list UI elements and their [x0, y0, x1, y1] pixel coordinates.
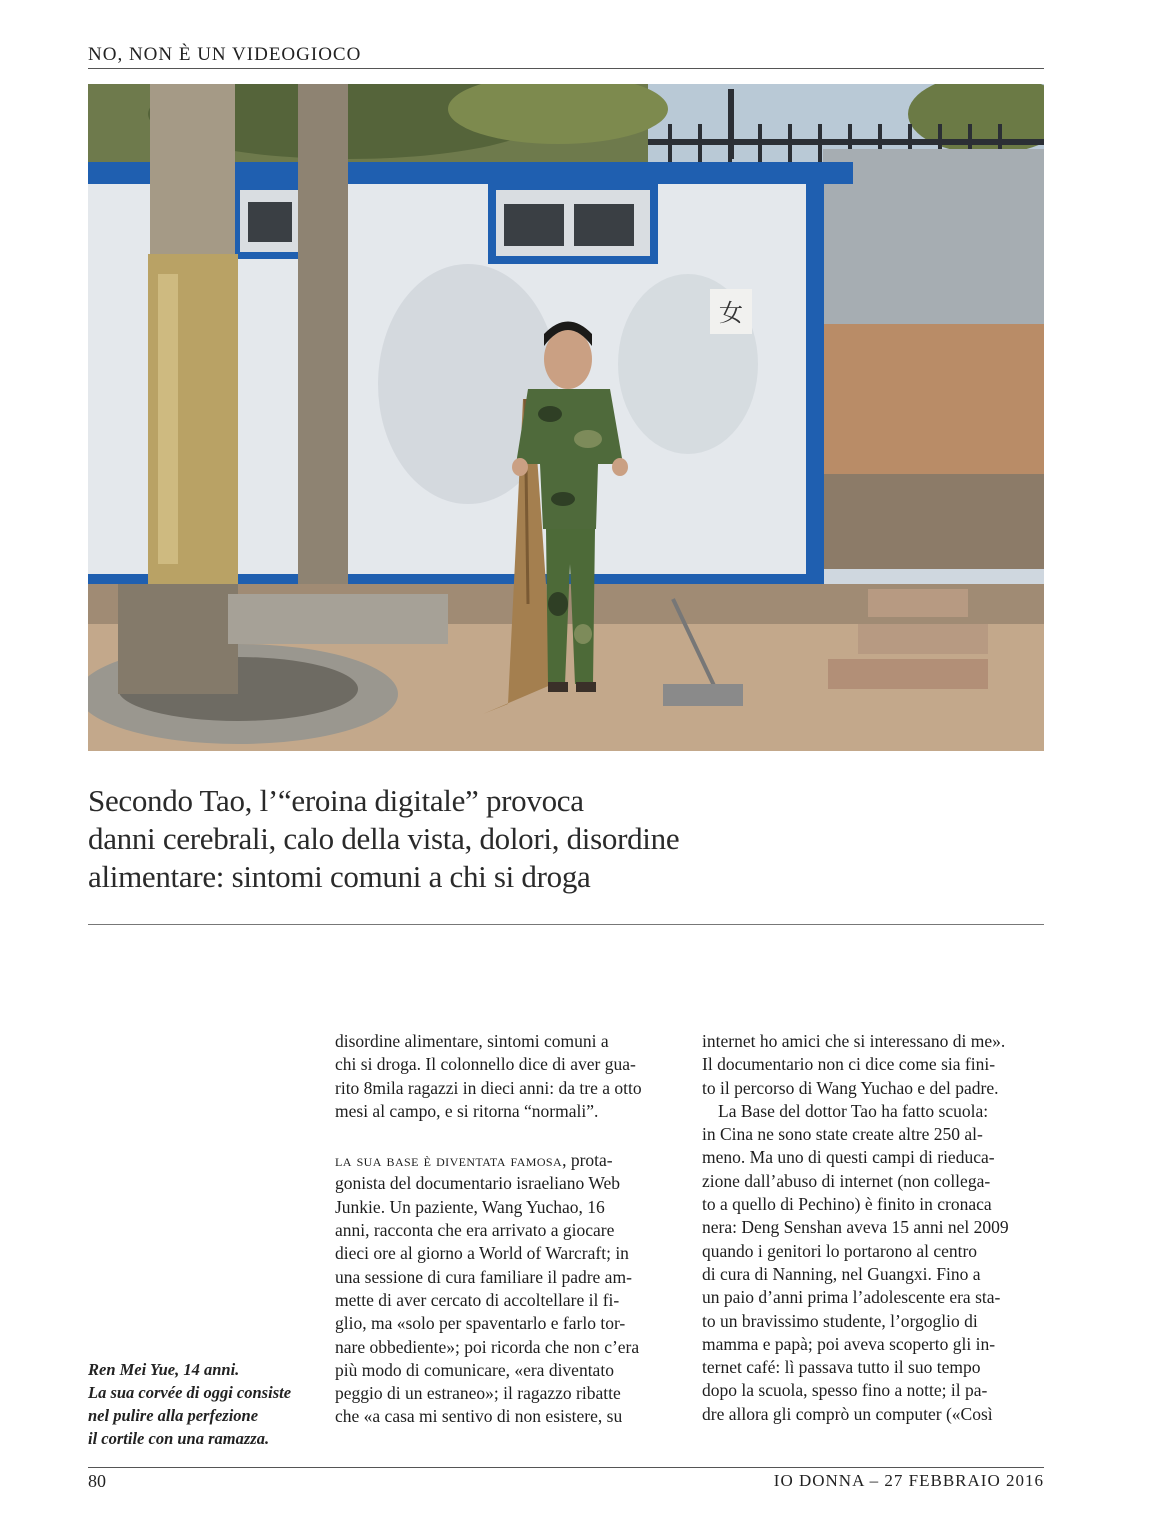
article-photo [88, 84, 1044, 751]
section-lead-in: la sua base è diventata famosa [335, 1150, 563, 1171]
body-line-lead [335, 1149, 677, 1172]
body-line: chi si droga. Il colonnello dice di aver gua- [335, 1054, 636, 1075]
body-line: un paio d’anni prima l’adolescente era sta- [702, 1287, 1001, 1308]
body-line: dopo la scuola, spesso fino a notte; il pa- [702, 1380, 988, 1401]
body-line: Junkie. Un paziente, Wang Yuchao, 16 [335, 1196, 605, 1217]
body-line: dieci ore al giorno a World of Warcraft; in [335, 1243, 629, 1264]
pull-quote-rule [88, 924, 1044, 925]
body-line: più modo di comunicare, «era diventato [335, 1359, 614, 1380]
caption-line: La sua corvée di oggi consiste [88, 1383, 292, 1402]
article-column-2 [702, 1030, 1044, 1426]
lead-rest: , prota- [562, 1150, 613, 1171]
body-line: in Cina ne sono state create altre 250 al- [702, 1124, 983, 1145]
body-line: mesi al campo, e si ritorna “normali”. [335, 1100, 599, 1121]
footer-rule [88, 1467, 1044, 1468]
caption-line: Ren Mei Yue, 14 anni. [88, 1360, 240, 1379]
article-column-1 [335, 1030, 677, 1429]
body-line: La Base del dottor Tao ha fatto scuola: [718, 1100, 989, 1121]
pull-quote-line: Secondo Tao, l’“eroina digitale” provoca [88, 783, 584, 818]
sign-character: 女 [719, 299, 743, 327]
body-line: che «a casa mi sentivo di non esistere, su [335, 1406, 623, 1427]
section-label: NO, NON È UN VIDEOGIOCO [88, 44, 362, 65]
body-line: anni, racconta che era arrivato a giocare [335, 1220, 615, 1241]
header-rule [88, 68, 1044, 69]
caption-line: nel pulire alla perfezione [88, 1406, 259, 1425]
body-line: gonista del documentario israeliano Web [335, 1173, 620, 1194]
body-line: quando i genitori lo portarono al centro [702, 1240, 978, 1261]
body-line: rito 8mila ragazzi in dieci anni: da tre a otto [335, 1077, 642, 1098]
body-line: peggio di un estraneo»; il ragazzo ribatte [335, 1383, 621, 1404]
body-line: mamma e papà; poi aveva scoperto gli in- [702, 1333, 996, 1354]
body-line: dre allora gli comprò un computer («Così [702, 1403, 993, 1424]
body-line: nare obbediente»; poi ricorda che non c’era [335, 1336, 640, 1357]
body-line: to il percorso di Wang Yuchao e del padre. [702, 1077, 999, 1098]
body-line: to a quello di Pechino) è finito in cronaca [702, 1194, 992, 1215]
body-line: di cura di Nanning, nel Guangxi. Fino a [702, 1263, 981, 1284]
body-line: zione dall’abuso di internet (non collega- [702, 1170, 991, 1191]
body-line: ternet café: lì passava tutto il suo tempo [702, 1357, 981, 1378]
body-line: to un bravissimo studente, l’orgoglio di [702, 1310, 978, 1331]
pull-quote-line: danni cerebrali, calo della vista, dolori, disordine [88, 821, 680, 856]
pull-quote-line: alimentare: sintomi comuni a chi si droga [88, 859, 591, 894]
page-number: 80 [88, 1471, 106, 1491]
body-line: internet ho amici che si interessano di me». [702, 1031, 1006, 1051]
body-line: Il documentario non ci dice come sia fini- [702, 1054, 996, 1075]
caption-line: il cortile con una ramazza. [88, 1429, 270, 1448]
body-line: una sessione di cura familiare il padre am- [335, 1266, 632, 1287]
body-line: disordine alimentare, sintomi comuni a [335, 1031, 609, 1051]
body-line: mette di aver cercato di accoltellare il fi- [335, 1289, 620, 1310]
body-line: glio, ma «solo per spaventarlo e farlo tor- [335, 1313, 626, 1334]
body-line: nera: Deng Senshan aveva 15 anni nel 2009 [702, 1217, 1009, 1238]
publication-info: IO DONNA – 27 FEBBRAIO 2016 [773, 1471, 1044, 1490]
pull-quote [88, 782, 788, 896]
photo-caption [88, 1358, 328, 1450]
body-line: meno. Ma uno di questi campi di rieduca- [702, 1147, 995, 1168]
